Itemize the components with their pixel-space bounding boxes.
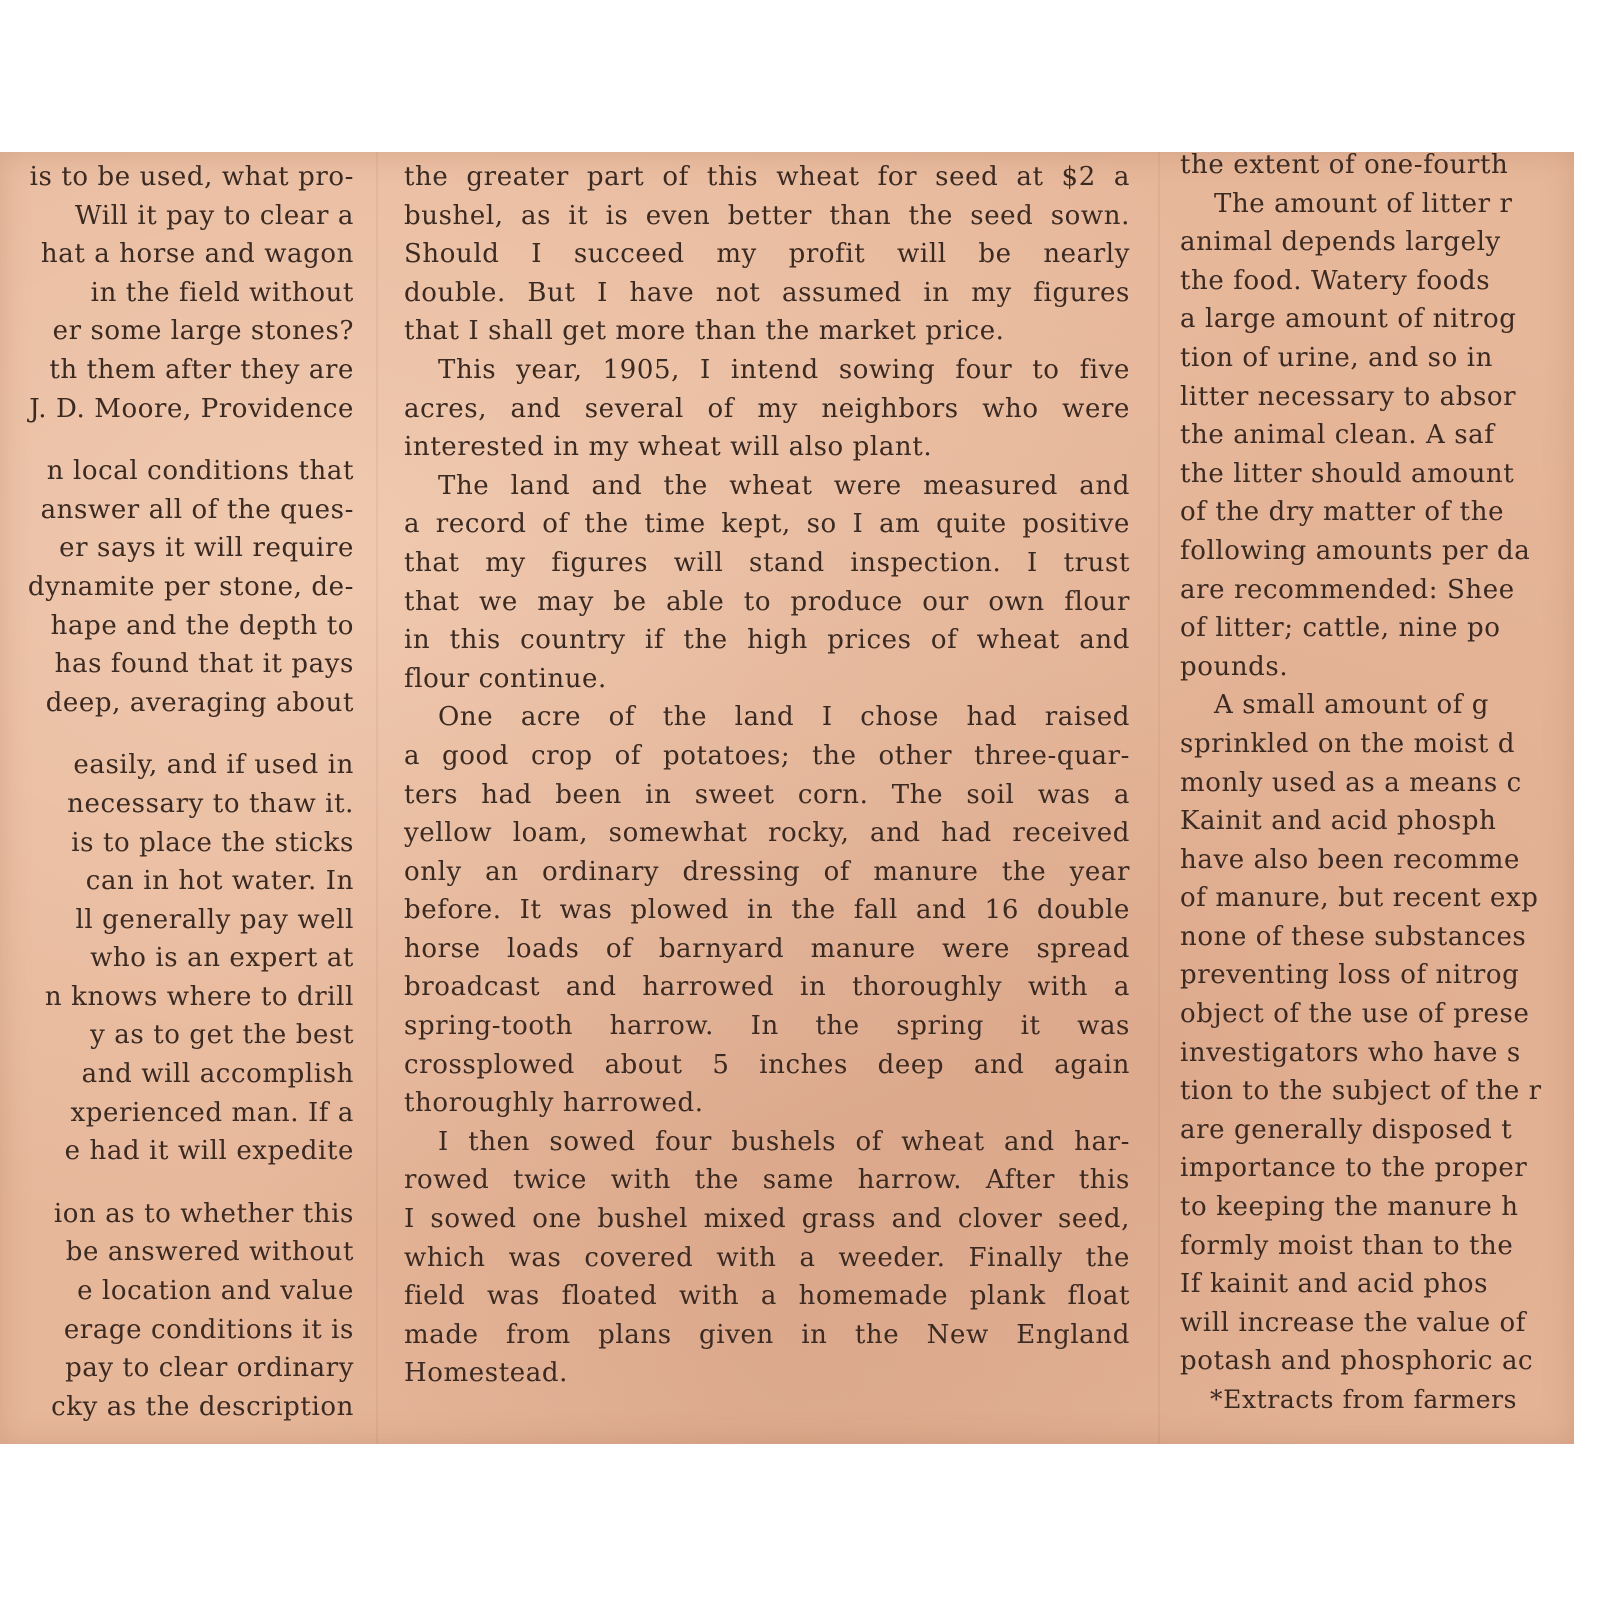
text-line: have also been recomme: [1180, 844, 1521, 875]
middle-column-text: [404, 158, 1130, 1393]
text-line: importance to the proper: [1180, 1153, 1528, 1184]
text-line: litter necessary to absor: [1180, 381, 1517, 412]
text-line: before. It was plowed in the fall and 16 double: [404, 895, 1130, 926]
text-line: is to place the sticks: [71, 827, 354, 858]
text-line: This year, 1905, I intend sowing four to five: [438, 354, 1130, 385]
text-line: who is an expert at: [90, 943, 354, 974]
text-line: pay to clear ordinary: [65, 1353, 354, 1384]
paragraph-gap: [0, 428, 354, 452]
text-line: Should I succeed my profit will be nearly: [404, 239, 1130, 270]
text-line: can in hot water. In: [85, 866, 354, 897]
text-line: n local conditions that: [46, 456, 354, 487]
text-line: I then sowed four bushels of wheat and har-: [438, 1126, 1130, 1157]
text-line: erage conditions it is: [63, 1314, 354, 1345]
text-line: sprinkled on the moist d: [1180, 728, 1516, 759]
text-line: ll generally pay well: [75, 904, 354, 935]
text-line: monly used as a means c: [1180, 767, 1522, 798]
text-line: are generally disposed t: [1180, 1114, 1513, 1145]
paragraph: [404, 158, 1130, 351]
text-line: e location and value: [77, 1276, 354, 1307]
paragraph-gap: [0, 1171, 354, 1195]
text-line: made from plans given in the New England: [404, 1319, 1130, 1350]
paragraph: [404, 467, 1130, 699]
text-line: acres, and several of my neighbors who were: [404, 393, 1130, 424]
text-line: only an ordinary dressing of manure the year: [404, 856, 1130, 887]
text-line: be answered without: [65, 1237, 354, 1268]
text-line: Homestead.: [404, 1358, 568, 1389]
text-line: horse loads of barnyard manure were spread: [404, 933, 1130, 964]
text-line: The amount of litter r: [1214, 188, 1513, 219]
text-line: n knows where to drill: [44, 981, 354, 1012]
text-line: crossplowed about 5 inches deep and again: [404, 1049, 1130, 1080]
text-line: of the dry matter of the: [1180, 497, 1505, 528]
text-line: tion to the subject of the r: [1180, 1076, 1542, 1107]
text-line: necessary to thaw it.: [67, 788, 354, 819]
text-line: animal depends largely: [1180, 227, 1501, 258]
text-line: following amounts per da: [1180, 535, 1531, 566]
text-line: the litter should amount: [1180, 458, 1515, 489]
text-line: the animal clean. A saf: [1180, 420, 1495, 451]
text-line: is to be used, what pro-: [29, 162, 354, 192]
text-line: to keeping the manure h: [1180, 1192, 1519, 1223]
text-line: of manure, but recent exp: [1180, 883, 1539, 914]
text-line: of litter; cattle, nine po: [1180, 613, 1501, 644]
right-column-text: [1180, 152, 1574, 1420]
text-line: ion as to whether this: [53, 1198, 354, 1229]
text-line: xperienced man. If a: [70, 1097, 354, 1128]
text-line: ters had been in sweet corn. The soil was a: [404, 779, 1130, 810]
text-line: cky as the description: [51, 1391, 354, 1422]
text-line: the extent of one-fourth: [1180, 152, 1509, 180]
text-line: the food. Watery foods: [1180, 265, 1491, 296]
text-line: I sowed one bushel mixed grass and clover seed,: [404, 1204, 1130, 1235]
text-line: preventing loss of nitrog: [1180, 960, 1520, 991]
text-line: th them after they are: [49, 354, 354, 385]
left-column-text: [0, 158, 354, 1426]
text-line: thoroughly harrowed.: [404, 1088, 704, 1119]
text-line: none of these substances: [1180, 921, 1527, 952]
text-line: The land and the wheat were measured and: [438, 470, 1130, 501]
text-line: formly moist than to the: [1180, 1230, 1514, 1261]
text-line: Kainit and acid phosph: [1180, 806, 1497, 837]
text-line: a record of the time kept, so I am quite positive: [404, 509, 1130, 540]
text-line: hape and the depth to: [50, 610, 354, 641]
text-line: One acre of the land I chose had raised: [438, 702, 1130, 733]
text-line: has found that it pays: [54, 649, 354, 680]
paragraph-gap: [0, 722, 354, 746]
text-line: dynamite per stone, de-: [27, 571, 354, 602]
text-line: flour continue.: [404, 663, 607, 694]
text-line: Will it pay to clear a: [74, 200, 354, 231]
text-line: y as to get the best: [90, 1020, 354, 1051]
text-line: er says it will require: [59, 533, 354, 564]
column-gutter-left: [376, 152, 378, 1444]
text-line: easily, and if used in: [73, 750, 354, 781]
text-line: pounds.: [1180, 651, 1289, 682]
text-line: e had it will expedite: [64, 1136, 354, 1167]
text-line: broadcast and harrowed in thoroughly with a: [404, 972, 1130, 1003]
text-line: in this country if the high prices of wheat and: [404, 625, 1130, 656]
text-line: which was covered with a weeder. Finally the: [404, 1242, 1130, 1273]
text-line: are recommended: Shee: [1180, 574, 1515, 605]
text-line: potash and phosphoric ac: [1180, 1346, 1534, 1377]
text-line: er some large stones?: [52, 316, 354, 347]
column-gutter-right: [1158, 152, 1160, 1444]
text-line: in the field without: [90, 277, 354, 308]
text-line: J. D. Moore, Providence: [29, 393, 354, 424]
text-line: tion of urine, and so in: [1180, 342, 1493, 373]
newspaper-clipping: [0, 152, 1574, 1444]
right-column: [1180, 152, 1574, 1444]
text-line: that I shall get more than the market price.: [404, 316, 1005, 347]
text-line: object of the use of prese: [1180, 999, 1530, 1030]
paragraph: [404, 351, 1130, 467]
text-line: yellow loam, somewhat rocky, and had received: [404, 818, 1130, 849]
text-line: hat a horse and wagon: [40, 239, 354, 270]
text-line: that we may be able to produce our own flour: [404, 586, 1130, 617]
text-line: answer all of the ques-: [40, 494, 354, 525]
text-line: a good crop of potatoes; the other three-quar-: [404, 740, 1130, 771]
text-line: and will accomplish: [81, 1059, 354, 1090]
paragraph: [404, 698, 1130, 1123]
text-line: interested in my wheat will also plant.: [404, 432, 933, 463]
middle-column: [398, 152, 1140, 1444]
text-line: double. But I have not assumed in my figures: [404, 277, 1130, 308]
text-line: will increase the value of: [1180, 1307, 1527, 1338]
text-line: If kainit and acid phos: [1180, 1269, 1489, 1300]
text-line: A small amount of g: [1214, 690, 1490, 721]
text-line: bushel, as it is even better than the seed sown.: [404, 200, 1130, 231]
text-line: deep, averaging about: [45, 687, 354, 718]
footnote: *Extracts from farmers: [1210, 1385, 1518, 1414]
text-line: rowed twice with the same harrow. After this: [404, 1165, 1130, 1196]
text-line: investigators who have s: [1180, 1037, 1521, 1068]
text-line: spring-tooth harrow. In the spring it was: [404, 1011, 1130, 1042]
text-line: field was floated with a homemade plank float: [404, 1281, 1130, 1312]
paragraph: [404, 1123, 1130, 1393]
left-column: [0, 152, 362, 1444]
text-line: the greater part of this wheat for seed at $2 a: [404, 162, 1130, 192]
text-line: that my figures will stand inspection. I trust: [404, 547, 1130, 578]
text-line: a large amount of nitrog: [1180, 304, 1517, 335]
